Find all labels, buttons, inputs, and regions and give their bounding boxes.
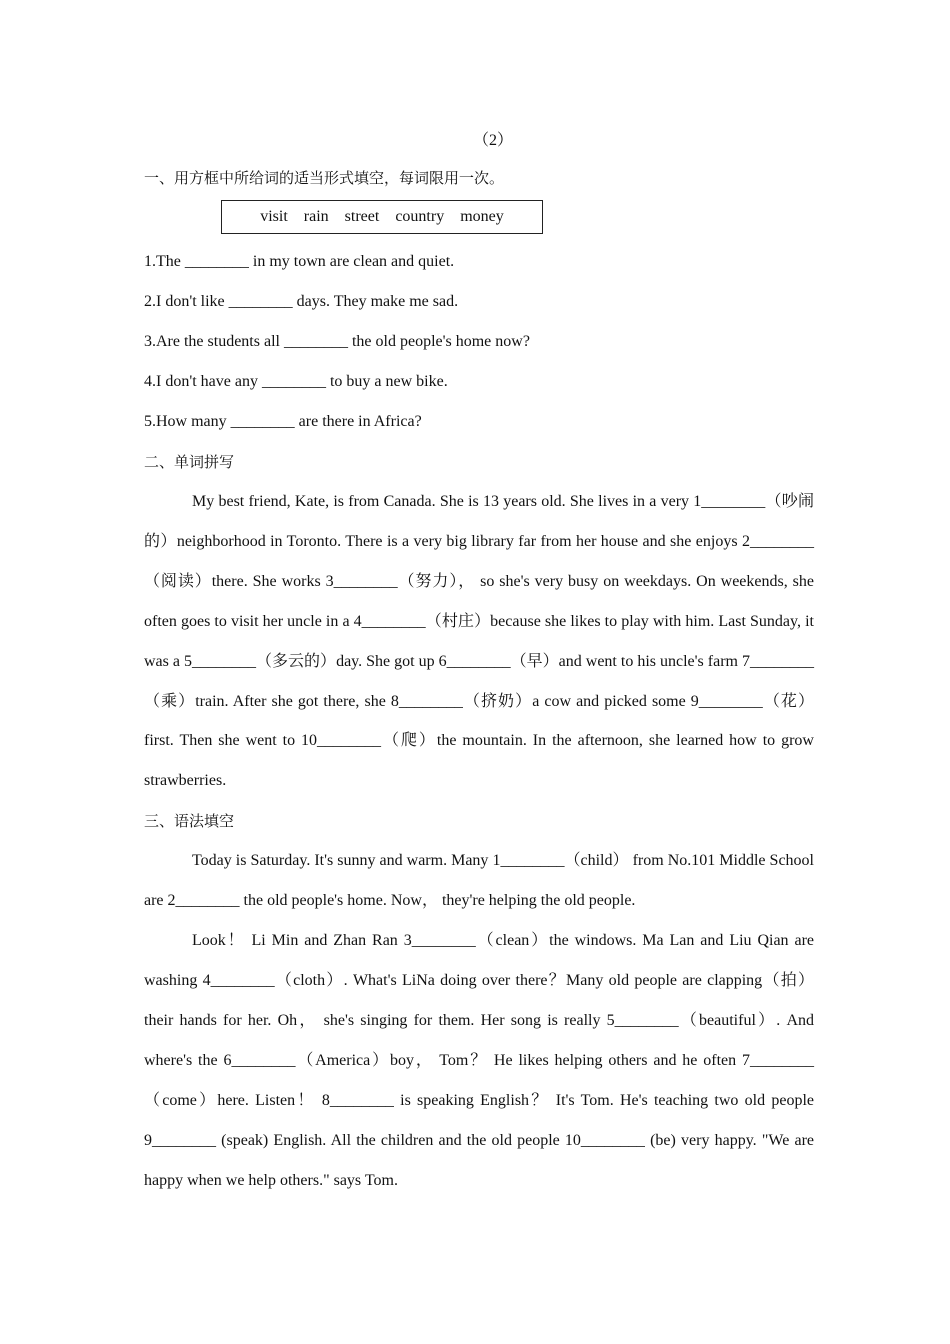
word-box-item: rain	[303, 208, 329, 225]
section-2-heading: 二、单词拼写	[144, 453, 235, 471]
question-item-1: 1.The ________ in my town are clean and quiet.	[144, 253, 455, 270]
word-box-item: visit	[260, 208, 288, 225]
question-item-5: 5.How many ________ are there in Africa?	[144, 413, 422, 430]
word-box-item: country	[395, 208, 445, 225]
worksheet-subtitle: （2）	[472, 132, 513, 149]
question-item-4: 4.I don't have any ________ to buy a new bike.	[144, 373, 448, 390]
section-1-heading: 一、用方框中所给词的适当形式填空，每词限用一次。	[144, 169, 505, 187]
section-3-paragraph-1: Today is Saturday. It's sunny and warm. Many 1________（child） from No.101 Middle School are 2________ the old people's home. Now， they're helping the old people.	[144, 852, 814, 910]
section-3-heading: 三、语法填空	[144, 812, 235, 831]
worksheet-page	[144, 128, 814, 1200]
question-item-2: 2.I don't like ________ days. They make me sad.	[144, 293, 459, 310]
section-2-passage: My best friend, Kate, is from Canada. She is 13 years old. She lives in a very 1________（吵闹的）neighborhood in Toronto. There is a very big library far from her house and she enjoys 2________（阅读）there. She works 3________（努力）， so she's very busy on weekdays. On weekends, she often goes to visit her uncle in a 4________（村庄）because she likes to play with him. Last Sunday, it was a 5________（多云的）day. She got up 6________（早）and went to his uncle's farm 7________（乘）train. After she got there, she 8________（挤奶）a cow and picked some 9________（花）first. Then she went to 10________（爬）the mountain. In the afternoon, she learned how to grow strawberries.	[144, 493, 814, 790]
word-box-item: money	[460, 208, 504, 225]
word-box	[221, 200, 543, 234]
word-box-item: street	[344, 208, 380, 225]
question-item-3: 3.Are the students all ________ the old people's home now?	[144, 333, 530, 350]
section-3-paragraph-2: Look！ Li Min and Zhan Ran 3________（clean）the windows. Ma Lan and Liu Qian are washing 4________（cloth）. What's LiNa doing over there？Many old people are clapping（拍）their hands for her. Oh， she's singing for them. Her song is really 5________（beautiful）. And where's the 6________（America）boy， Tom？ He likes helping others and he often 7________（come）here. Listen！ 8________ is speaking English？ It's Tom. He's teaching two old people 9________ (speak) English. All the children and the old people 10________ (be) very happy. "We are happy when we help others." says Tom.	[144, 932, 814, 1189]
